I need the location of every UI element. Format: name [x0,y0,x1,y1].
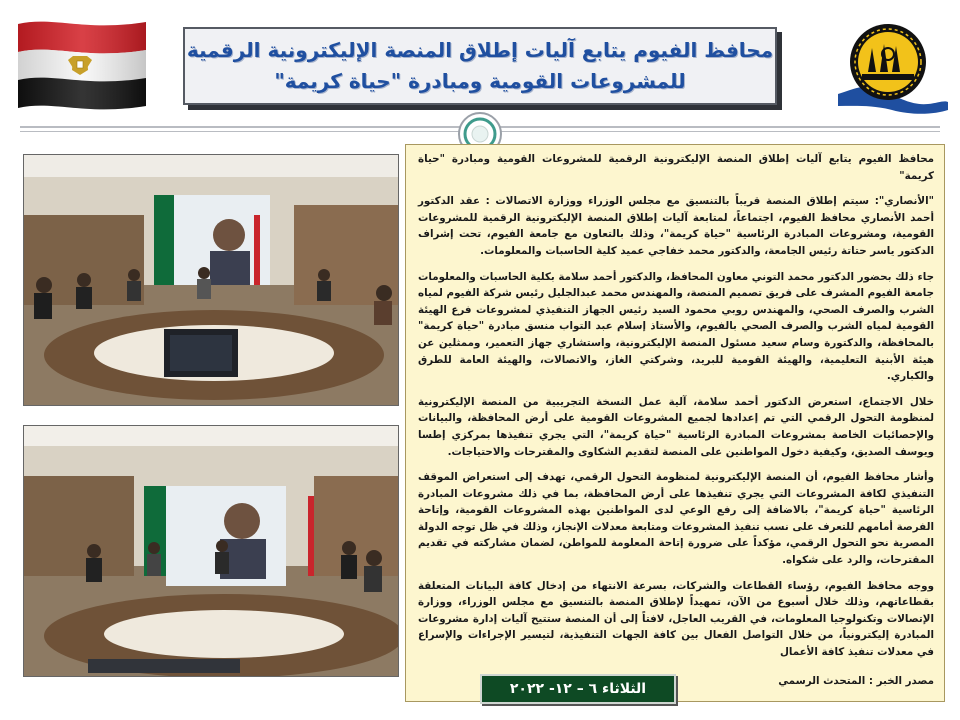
article-paragraph: محافظ الفيوم يتابع آليات إطلاق المنصة الإليكترونية الرقمية للمشروعات القومية ومبادرة "حياة كريمة" [418,153,934,182]
headline-box [183,27,777,105]
article-paragraph: ووجه محافظ الفيوم، رؤساء القطاعات والشركات، بسرعة الانتهاء من إدخال كافة البيانات المتعلقة بقطاعاتهم، وذلك خلال أسبوع من الآن، تمهيداً لإطلاق المنصة بالتنسيق مع مجلس الوزراء، ووزارة الإتصالات وتكنولوجيا المعلومات، في القريب العاجل، لافتاً إلى أن المنصة ستتيح آليات إدارة مشروعات المبادرة إليكترونياً، من خلال التواصل الفعال بين كافة الجهات التنفيذية، لتيسير الإجراءات والإسراع في معدلات تنفيذ كافة الأعمال [418,579,934,659]
meeting-photo-1 [23,154,399,406]
article-paragraph: جاء ذلك بحضور الدكتور محمد التوني معاون المحافظ، والدكتور أحمد سلامة بكلية الحاسبات والمعلومات جامعة الفيوم المشرف على فريق تصميم المنصة، والمهندس محمد عبدالجليل رئيس شركة الفيوم لمياه الشرب والصرف الصحي، والمهندس روبي محمود السيد رئيس الجهاز التنفيذي لمشروعات فرع الهيئة القومية لمياه الشرب والصرف الصحي بالفيوم، والأستاذ إسلام عبد التواب منسق مبادرة "حياة كريمة" بالمحافظة، والدكتورة وسام سعيد مسئول المنصة الإليكترونية، واستشاري جهاز التعمير، وممثلين عن هيئة الأبنية التعليمية، والهيئة القومية للبريد، وشركتي الغاز، والاتصالات، والهيئة العامة للطرق والكباري. [418,270,934,383]
meeting-photo-2 [23,425,399,677]
article-paragraph: خلال الاجتماع، استعرض الدكتور أحمد سلامة، آلية عمل النسخة التجريبية من المنصة الإليكترونية لمنظومة التحول الرقمي التي تم إعدادها لجميع المشروعات القومية على أرض المحافظة، والبيانات والإحصائيات الخاصة بمشروعات المبادرة الرئاسية "حياة كريمة"، التي يجري تنفيذها بمركزي إطسا ويوسف الصديق، وكيفية دخول المواطنين على المنصة لتقديم الشكاوى والمقترحات والاحتياجات. [418,395,934,458]
governorate-logo [832,14,950,122]
headline-line-2: للمشروعات القومية ومبادرة "حياة كريمة" [274,69,686,93]
bottom-bar [88,659,240,673]
date-badge: الثلاثاء ٦ – ١٢- ٢٠٢٢ [480,674,676,704]
headline-line-1: محافظ الفيوم يتابع آليات إطلاق المنصة الإليكترونية الرقمية [186,38,774,62]
egypt-flag [14,16,150,112]
news-source: مصدر الخبر : المتحدث الرسمي [778,674,934,687]
article-paragraph: "الأنصاري": سيتم إطلاق المنصة قريباً بالتنسيق مع مجلس الوزراء ووزارة الاتصالات : عقد الدكتور أحمد الأنصاري محافظ الفيوم، اجتماعاً، لمتابعة آليات إطلاق المنصة الإليكترونية الرقمية للمشروعات القومية، ومشروعات المبادرة الرئاسية "حياة كريمة"، وذلك بالتعاون مع جامعة الفيوم، تحت إشراف الدكتور ياسر حتاتة رئيس الجامعة، والدكتور محمد خفاجي عميد كلية الحاسبات والمعلومات. [418,195,934,257]
article-body [405,144,945,702]
article-paragraph: وأشار محافظ الفيوم، أن المنصة الإليكترونية لمنظومة التحول الرقمي، تهدف إلى استعراض الموقف التنفيذي لكافة المشروعات التي يجري تنفيذها على أرض المحافظة، بما في ذلك مشروعات المبادرة الرئاسية "حياة كريمة"، بالاضافة إلى رفع الوعي لدى المواطنين بهذه المشروعات القومية، وإتاحة الفرصة أمامهم للتعرف على نسب تنفيذ المشروعات ومتابعة معدلات الإنجاز، وذلك في ظل توجه الدولة المصرية نحو التحول الرقمي، مؤكداً على ضرورة إتاحة المعلومة للمواطن، لضمان مشاركته في تقديم المقترحات، والرد على شكواه. [418,471,934,567]
